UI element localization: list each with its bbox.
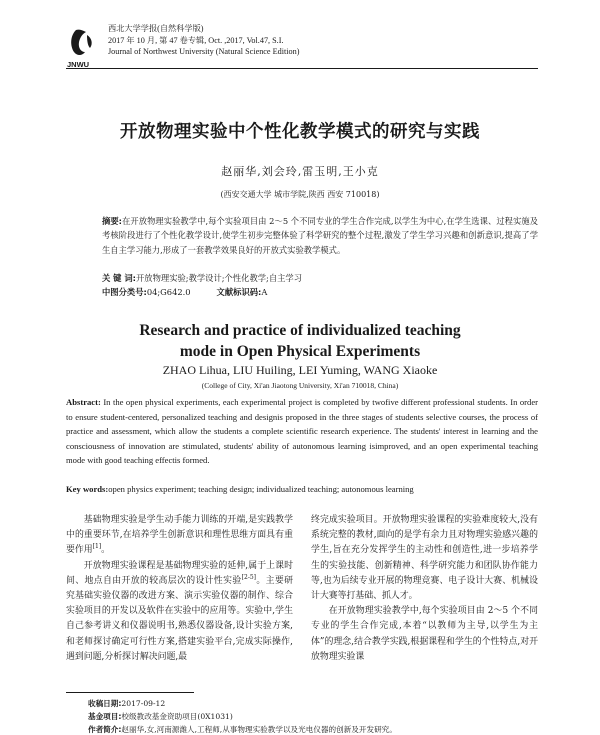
abstract-en: [66, 395, 538, 468]
paper-title-cn: 开放物理实验中个性化教学模式的研究与实践: [120, 122, 480, 142]
doc-code-value: A: [261, 287, 268, 297]
authors-en: ZHAO Lihua, LIU Huiling, LEI Yuming, WANG Xiaoke: [162, 363, 438, 377]
keywords-en-text: open physics experiment; teaching design; individualized teaching; autonomous learning: [108, 484, 414, 494]
paper-title-en: [0, 320, 600, 362]
paper-title-en-line1: Research and practice of individualized teaching: [139, 322, 461, 339]
journal-logo: [66, 26, 100, 70]
header-rule: [66, 68, 538, 69]
authors-cn: 赵丽华,刘会玲,雷玉明,王小克: [221, 165, 379, 178]
keywords-cn-label: 关 键 词:: [102, 273, 136, 283]
body-paragraph: 基础物理实验是学生动手能力训练的开端,是实践教学中的重要环节,在培养学生创新意识和理性思维方面具有重要作用[1]。: [66, 515, 293, 556]
footnote-author: 作者简介:赵丽华,女,河南源潍人,工程师,从事物理实验教学以及光电仪器的创新及开发研究。: [88, 725, 397, 734]
journal-header: [108, 23, 299, 58]
keywords-en: [66, 484, 538, 494]
affiliation-en: (College of City, Xi'an Jiaotong University, Xi'an 710018, China): [201, 381, 399, 390]
abstract-cn-text: 在开放物理实验教学中,每个实验项目由 2～5 个不同专业的学生合作完成,以学生为中心,在学生选课、过程实施及考核阶段进行了个性化教学设计,使学生初步完整体验了科学研究的整个过程,激发了学生学习兴趣和创新意识,提高了学生自主学习能力,形成了一套教学效果良好的开放式实验教学模式。: [102, 216, 538, 255]
keywords-en-label: Key words:: [66, 484, 109, 494]
body-column-left: [66, 513, 293, 665]
citation: [1]: [92, 543, 102, 551]
abstract-en-label: Abstract:: [66, 397, 101, 407]
footnote-fund: 基金项目:校级教改基金资助项目(0X1031): [88, 712, 233, 721]
footnote-received: 收稿日期:2017-09-12: [88, 699, 166, 708]
footnote-rule: [66, 692, 194, 693]
body-paragraph: 在开放物理实验教学中,每个实验项目由 2～5 个不同专业的学生合作完成,本着“以教师为主导,以学生为主体”的理念,结合教学实践,根据课程和学生的个性特点,对开放物理实验课: [311, 606, 538, 662]
paper-title-en-line2: mode in Open Physical Experiments: [179, 343, 421, 360]
body-paragraph: 开放物理实验课程是基础物理实验的延伸,属于上课时间、地点自由开放的较高层次的设计性实验[2-5]。主要研究基础实验仪器的改进方案、演示实验仪器的制作、综合实验项目的开发以及软件在实验中的应用等。实验中,学生自己参考讲义和仪器说明书,熟悉仪器设备,设计实验方案,和老师探讨确定可行性方案,搭建实验平台,完成实际操作,遇到问题,分析探讨解决问题,最: [66, 560, 293, 662]
logo-text: JNWU: [67, 60, 90, 69]
keywords-cn-text: 开放物理实验;教学设计;个性化教学;自主学习: [136, 273, 303, 283]
affiliation-cn: (西安交通大学 城市学院,陕西 西安 710018): [220, 190, 380, 199]
journal-name-cn: 西北大学学报(自然科学版): [108, 24, 204, 33]
citation: [2-5]: [241, 573, 257, 581]
abstract-cn-label: 摘要:: [102, 216, 122, 226]
class-number-value: 04;G642.0: [146, 287, 191, 297]
classification-cn: [102, 286, 538, 298]
abstract-cn: [102, 214, 538, 257]
class-number-label: 中图分类号:: [102, 287, 147, 297]
doc-code-label: 文献标识码:: [216, 287, 262, 297]
body-column-right: [311, 513, 538, 665]
body-paragraph: 终完成实验项目。开放物理实验课程的实验难度较大,没有系统完整的教材,面向的是学有余力且对物理实验感兴趣的学生,旨在充分发挥学生的主动性和创造性,进一步培养学生的实验技能、创新精神、科学研究能力和团队协作能力等,也为后续专业开展的物理竞赛、电子设计大赛、机械设计大赛等打基础、抓人才。: [311, 515, 538, 602]
keywords-cn: [102, 272, 538, 284]
abstract-en-text: In the open physical experiments, each experimental project is completed by twofive different professional students. In order to ensure student-centered, personalized teaching and designis proposed in the three stages of students selective courses, the process of practice and assessment, which allow the students a complete scientific research experience. The students' interest in learning and the consciousness of innovation are stimulated, students' ability of autonomous learning isimproved, and an open experimental teaching mode with good teaching effectis formed.: [66, 397, 538, 466]
journal-issue: 2017 年 10 月, 第 47 卷专辑, Oct. ,2017, Vol.47, S.I.: [108, 35, 284, 45]
journal-name-en: Journal of Northwest University (Natural Science Edition): [108, 47, 300, 57]
